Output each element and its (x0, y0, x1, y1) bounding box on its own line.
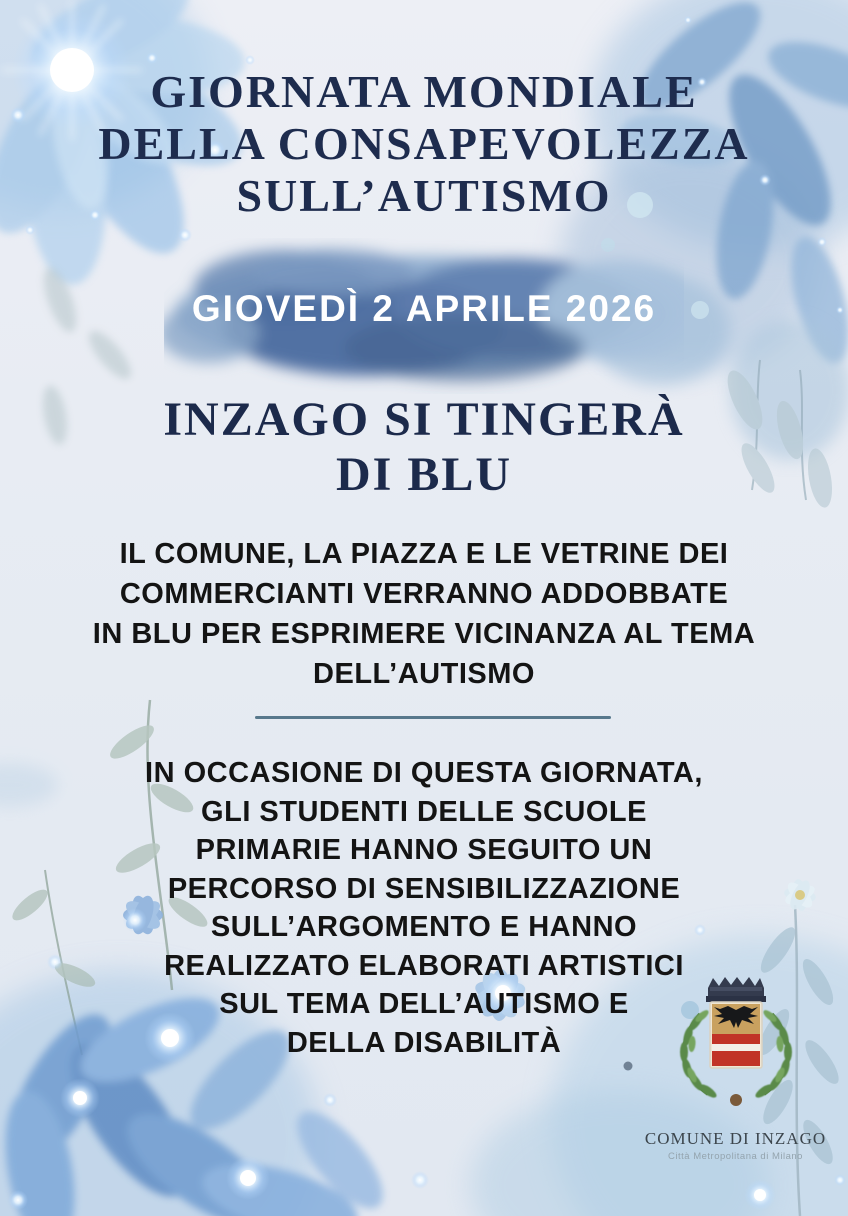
comune-inzago-logo (638, 972, 833, 1162)
section-divider (255, 716, 611, 719)
headline-line-2: DI BLU (335, 448, 513, 501)
mural-crown (706, 977, 766, 1002)
para2-line: REALIZZATO ELABORATI ARTISTICI (164, 949, 684, 982)
event-date: GIOVEDÌ 2 APRILE 2026 (191, 288, 657, 329)
page-title (0, 66, 848, 222)
date-banner (164, 238, 684, 394)
para2-line: GLI STUDENTI DELLE SCUOLE (201, 795, 647, 828)
title-line-1: GIORNATA MONDIALE (150, 66, 698, 117)
para2-line: SUL TEMA DELL’AUTISMO E (219, 988, 629, 1020)
headline (0, 392, 848, 502)
para2-line: PERCORSO DI SENSIBILIZZAZIONE (167, 872, 681, 905)
para2-line: IN OCCASIONE DI QUESTA GIORNATA, (145, 757, 703, 789)
shield (710, 1002, 762, 1068)
para1-line: COMMERCIANTI VERRANNO ADDOBBATE (119, 578, 729, 610)
para1-line: IL COMUNE, LA PIAZZA E LE VETRINE DEI (119, 538, 729, 570)
logo-municipality-name: COMUNE DI INZAGO (644, 1129, 827, 1148)
para2-line: SULL’ARGOMENTO E HANNO (210, 911, 638, 943)
paragraph-decorations (0, 534, 848, 694)
para1-line: IN BLU PER ESPRIMERE VICINANZA AL TEMA (92, 618, 756, 650)
headline-line-1: INZAGO SI TINGERÀ (163, 393, 685, 446)
inzago-coat-of-arms-icon (656, 972, 816, 1122)
para2-line: DELLA DISABILITÀ (286, 1026, 562, 1059)
title-line-2: DELLA CONSAPEVOLEZZA (98, 118, 750, 169)
title-line-3: SULL’AUTISMO (236, 170, 612, 221)
logo-municipality-subtitle: Città Metropolitana di Milano (668, 1151, 803, 1162)
para2-line: PRIMARIE HANNO SEGUITO UN (195, 834, 653, 866)
para1-line: DELL’AUTISMO (313, 658, 535, 690)
